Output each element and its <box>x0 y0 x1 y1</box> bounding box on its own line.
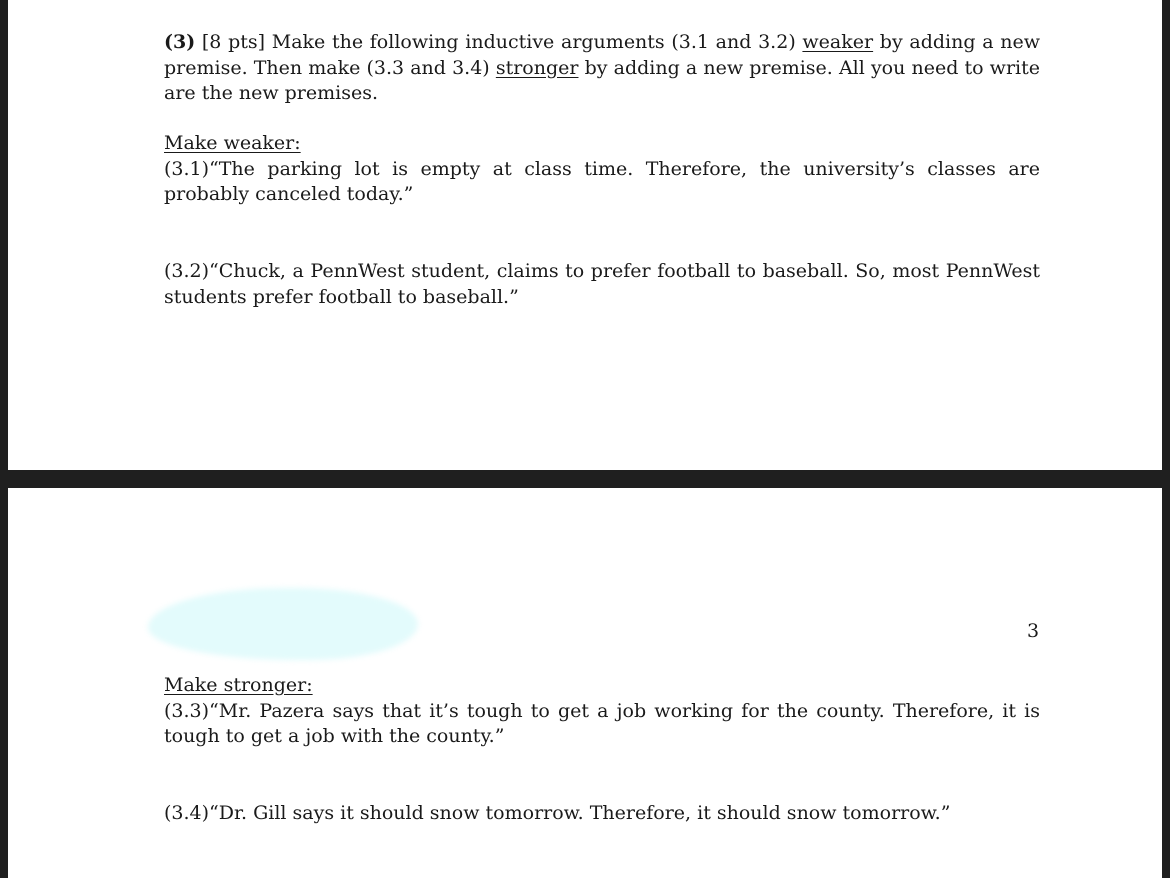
weaker-word: weaker <box>802 31 874 53</box>
page-number: 3 <box>1027 620 1040 642</box>
item-3-4-label: (3.4) <box>164 802 210 824</box>
question-number: (3) <box>164 31 196 53</box>
weaker-heading: Make weaker: <box>164 132 301 154</box>
stronger-section <box>164 673 1040 750</box>
item-3-1-text: “The parking lot is empty at class time. Therefore, the university’s classes are probably canceled today.” <box>164 157 1040 205</box>
redaction-blur <box>148 588 418 660</box>
instructions-part-b: by adding a new premise. Then make (3.3 and 3.4) <box>164 31 1040 79</box>
item-3-3-label: (3.3) <box>164 699 210 722</box>
page-bottom <box>8 488 1162 878</box>
stronger-heading: Make stronger: <box>164 674 313 696</box>
stronger-word: stronger <box>495 56 579 79</box>
item-3-2 <box>164 259 1040 310</box>
item-3-2-text: “Chuck, a PennWest student, claims to prefer football to baseball. So, most PennWest students prefer football to baseball.” <box>164 260 1040 308</box>
instructions-part-a: Make the following inductive arguments (3.1 and 3.2) <box>271 31 796 53</box>
question-instructions <box>164 30 1040 107</box>
weaker-section <box>164 131 1040 208</box>
item-3-2-label: (3.2) <box>164 260 210 282</box>
instructions-part-c: by adding a new premise. All you need to write are the new premises. <box>164 56 1040 104</box>
item-3-3-text: “Mr. Pazera says that it’s tough to get a job working for the county. Therefore, it is tough to get a job with the county.” <box>164 699 1040 747</box>
item-3-4 <box>164 801 1040 827</box>
item-3-1-label: (3.1) <box>164 157 210 180</box>
item-3-4-text: “Dr. Gill says it should snow tomorrow. Therefore, it should snow tomorrow.” <box>209 802 951 824</box>
page-top <box>8 0 1162 470</box>
question-points: [8 pts] <box>201 31 266 53</box>
